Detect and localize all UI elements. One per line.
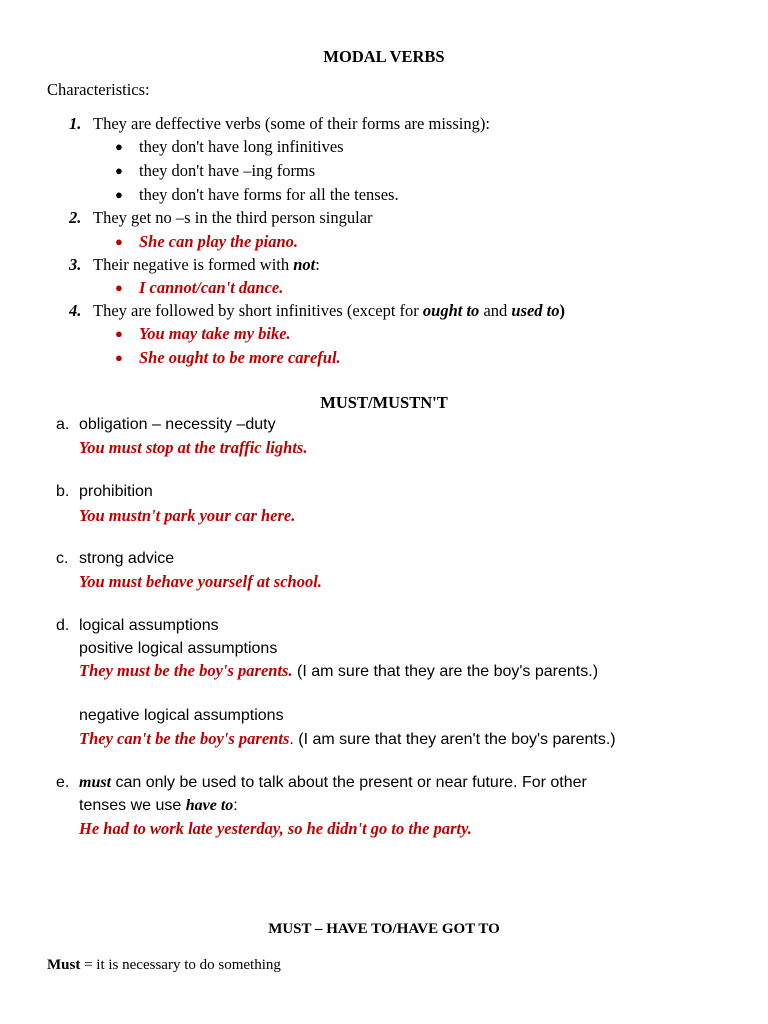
example-text: They must be the boy's parents. — [79, 661, 293, 680]
section-text: can only be used to talk about the present or near future. For other — [111, 774, 587, 791]
item-text-end: : — [315, 255, 320, 274]
section-letter: b. — [56, 483, 70, 500]
bullet-icon: ● — [115, 326, 123, 341]
section-b — [56, 482, 153, 501]
item-2 — [69, 208, 373, 228]
emphasis-text: used to — [511, 301, 560, 320]
section-letter: d. — [56, 617, 70, 634]
definition-text: = it is necessary to do something — [80, 957, 281, 973]
item-number: 1. — [69, 114, 82, 133]
example-item — [115, 324, 291, 344]
section-label: prohibition — [79, 483, 153, 500]
example-text: You must behave yourself at school. — [79, 572, 322, 591]
item-4 — [69, 301, 565, 321]
section-letter: e. — [56, 774, 70, 791]
bullet-icon: ● — [115, 350, 123, 365]
section-letter: a. — [56, 416, 70, 433]
example-item — [115, 278, 283, 298]
bullet-text: they don't have long infinitives — [139, 137, 344, 156]
example-note: (I am sure that they are the boy's parents.) — [292, 663, 599, 680]
item-3 — [69, 255, 320, 275]
item-1 — [69, 114, 490, 134]
example-item — [115, 232, 298, 252]
emphasis-text: must — [79, 774, 112, 791]
example-text: You must stop at the traffic lights. — [79, 438, 308, 457]
bullet-item — [115, 161, 315, 181]
item-text: They are followed by short infinitives (except for — [93, 301, 423, 320]
emphasis-text: ought to — [422, 301, 480, 320]
bullet-icon: ● — [115, 163, 123, 178]
bullet-item — [115, 185, 399, 205]
section-label: logical assumptions — [79, 617, 219, 634]
bullet-text: they don't have –ing forms — [139, 161, 316, 180]
page-title: MODAL VERBS — [323, 47, 445, 66]
item-text: They get no –s in the third person singular — [93, 208, 373, 227]
item-number: 2. — [69, 208, 82, 227]
item-text: They are deffective verbs (some of their forms are missing): — [93, 114, 490, 133]
negative-example-line — [79, 729, 616, 749]
bullet-item — [115, 137, 344, 157]
example-text: They can't be the boy's parents — [79, 729, 290, 748]
example-text: You may take my bike. — [139, 324, 291, 343]
positive-example-line — [79, 661, 598, 681]
section-d — [56, 616, 219, 635]
bullet-icon: ● — [115, 139, 123, 154]
example-text: You mustn't park your car here. — [79, 506, 296, 525]
example-text: I cannot/can't dance. — [139, 278, 284, 297]
section-title-must: MUST/MUSTN'T — [320, 393, 448, 412]
emphasis-text: not — [293, 255, 316, 274]
negative-assumptions-label: negative logical assumptions — [79, 707, 284, 724]
item-text: Their negative is formed with — [93, 255, 294, 274]
item-number: 3. — [69, 255, 82, 274]
section-text-end: : — [233, 797, 238, 814]
must-definition — [47, 956, 281, 974]
item-text-mid: and — [479, 301, 512, 320]
example-item — [115, 348, 341, 368]
section-e — [56, 773, 587, 792]
item-number: 4. — [69, 301, 82, 320]
example-text: She can play the piano. — [139, 232, 299, 251]
positive-assumptions-label: positive logical assumptions — [79, 640, 278, 657]
example-note: . (I am sure that they aren't the boy's parents.) — [289, 731, 616, 748]
example-text: He had to work late yesterday, so he didn't go to the party. — [79, 819, 472, 838]
section-e-line2 — [79, 796, 238, 815]
emphasis-text: have to — [185, 797, 234, 814]
item-text-end: ) — [559, 301, 566, 320]
section-a — [56, 415, 276, 434]
section-label: obligation – necessity –duty — [79, 416, 276, 433]
bullet-icon: ● — [115, 280, 123, 295]
section-title-have-to: MUST – HAVE TO/HAVE GOT TO — [268, 921, 500, 937]
bullet-text: they don't have forms for all the tenses. — [139, 185, 399, 204]
section-label: strong advice — [79, 550, 175, 567]
bullet-icon: ● — [115, 187, 123, 202]
bullet-icon: ● — [115, 234, 123, 249]
section-text: tenses we use — [79, 797, 186, 814]
section-letter: c. — [56, 550, 69, 567]
section-c — [56, 549, 174, 568]
example-text: She ought to be more careful. — [139, 348, 341, 367]
characteristics-label: Characteristics: — [47, 80, 150, 99]
definition-term: Must — [47, 957, 81, 973]
